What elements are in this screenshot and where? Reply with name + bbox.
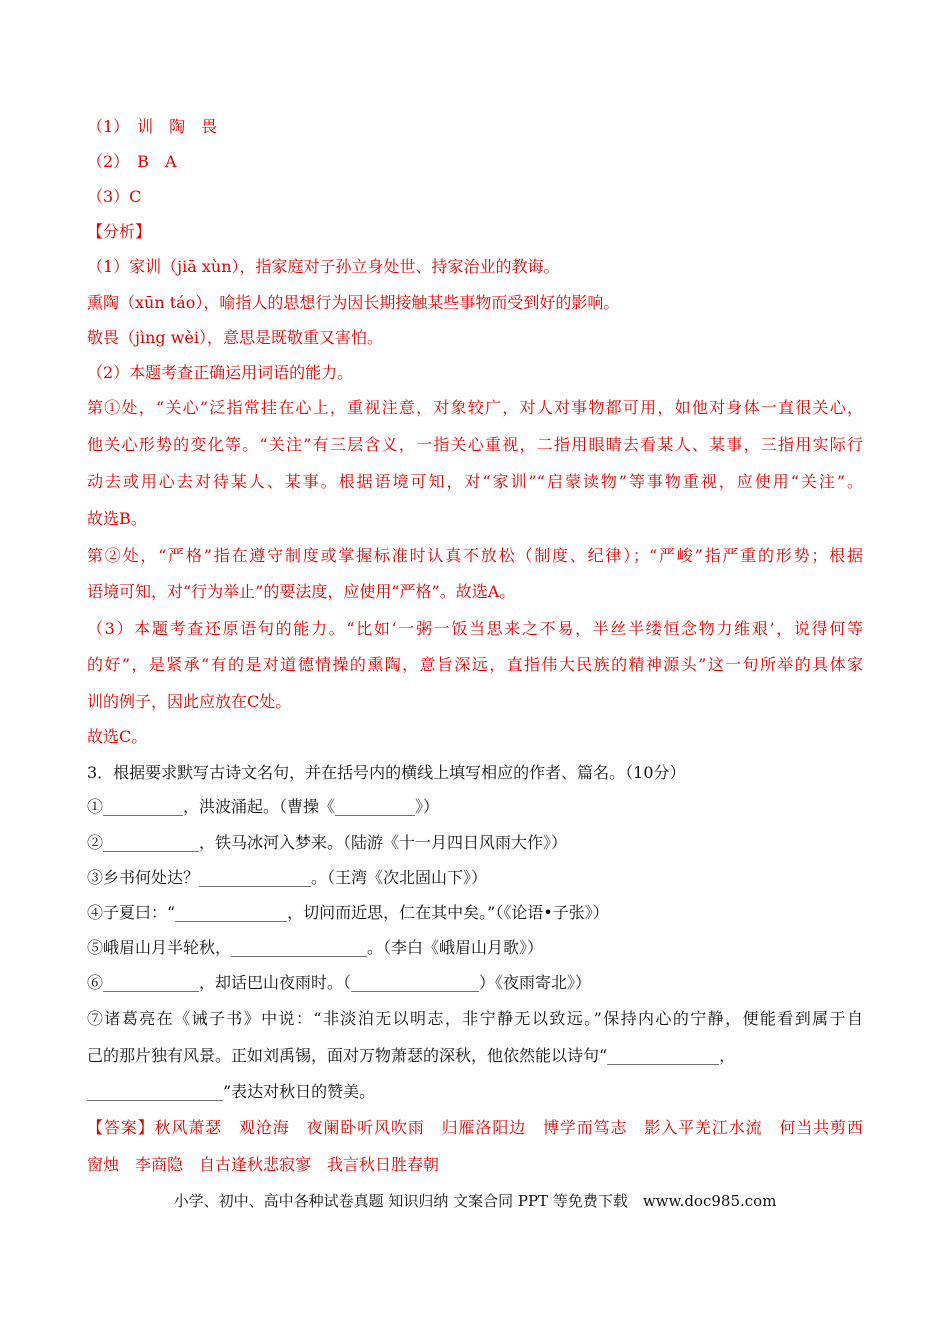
page-footer: 小学、初中、高中各种试卷真题 知识归纳 文案合同 PPT 等免费下载 www.doc985.com bbox=[173, 1192, 777, 1210]
answer-line: 【答案】秋风萧瑟 观沧海 夜阑卧听风吹雨 归雁洛阳边 博学而笃志 影入平羌江水流 何当共剪西 bbox=[87, 1118, 863, 1137]
analysis-line: 训的例子，因此应放在C处。 bbox=[87, 692, 292, 711]
analysis-line: 第②处，“严格”指在遵守制度或掌握标准时认真不放松（制度、纪律）；“严峻”指严重的形势；根据 bbox=[87, 546, 863, 565]
answer-line-2: （2） B A bbox=[87, 152, 177, 171]
answer-line: 窗烛 李商隐 自古逢秋悲寂寥 我言秋日胜春朝 bbox=[87, 1155, 440, 1174]
question-item: 己的那片独有风景。正如刘禹锡，面对万物萧瑟的深秋，他依然能以诗句“______________， bbox=[87, 1046, 736, 1065]
analysis-line: 他关心形势的变化等。“关注”有三层含义，一指关心重视，二指用眼睛去看某人、某事，三指用实际行 bbox=[87, 435, 863, 454]
answer-line-3: （3）C bbox=[87, 187, 142, 206]
question-item: ①__________，洪波涌起。（曹操《__________》） bbox=[87, 797, 440, 816]
question-3-stem: 3．根据要求默写古诗文名句，并在括号内的横线上填写相应的作者、篇名。（10分） bbox=[87, 763, 686, 782]
analysis-line: 故选C。 bbox=[87, 727, 148, 746]
question-item: ⑦诸葛亮在《诫子书》中说：“非淡泊无以明志，非宁静无以致远。”保持内心的宁静，便能看到属于自 bbox=[87, 1009, 863, 1028]
analysis-line: 第①处，“关心”泛指常挂在心上，重视注意，对象较广，对人对事物都可用，如他对身体一直很关心， bbox=[87, 398, 863, 417]
analysis-line: （1）家训（jiā xùn），指家庭对子孙立身处世、持家治业的教诲。 bbox=[87, 257, 560, 276]
question-item: ⑥____________，却话巴山夜雨时。（________________）《夜雨寄北》） bbox=[87, 973, 592, 992]
analysis-line: 故选B。 bbox=[87, 509, 147, 528]
question-item: _________________”表达对秋日的赞美。 bbox=[87, 1082, 376, 1101]
question-item: ②____________，铁马冰河入梦来。（陆游《十一月四日风雨大作》） bbox=[87, 833, 568, 852]
analysis-heading: 【分析】 bbox=[87, 222, 152, 241]
analysis-line: 的好”，是紧承“有的是对道德情操的熏陶，意旨深远，直指伟大民族的精神源头”这一句所举的具体家 bbox=[87, 655, 863, 674]
question-item: ⑤峨眉山月半轮秋，_________________。（李白《峨眉山月歌》） bbox=[87, 938, 544, 957]
analysis-line: （2）本题考查正确运用词语的能力。 bbox=[87, 363, 354, 382]
analysis-line: 敬畏（jìng wèi），意思是既敬重又害怕。 bbox=[87, 328, 383, 347]
analysis-line: 熏陶（xūn táo），喻指人的思想行为因长期接触某些事物而受到好的影响。 bbox=[87, 293, 620, 312]
question-item: ④子夏曰：“______________，切问而近思，仁在其中矣。”（《论语•子张》） bbox=[87, 903, 609, 922]
question-item: ③乡书何处达？______________。（王湾《次北固山下》） bbox=[87, 868, 488, 887]
analysis-line: 语境可知，对“行为举止”的要法度，应使用“严格”。故选A。 bbox=[87, 582, 516, 601]
analysis-line: 动去或用心去对待某人、某事。根据语境可知，对“家训”“启蒙读物”等事物重视，应使用“关注”。 bbox=[87, 472, 863, 491]
analysis-line: （3）本题考查还原语句的能力。“比如‘一粥一饭当思来之不易，半丝半缕恒念物力维艰’，说得何等 bbox=[87, 619, 863, 638]
answer-line-1: （1） 训 陶 畏 bbox=[87, 117, 218, 136]
